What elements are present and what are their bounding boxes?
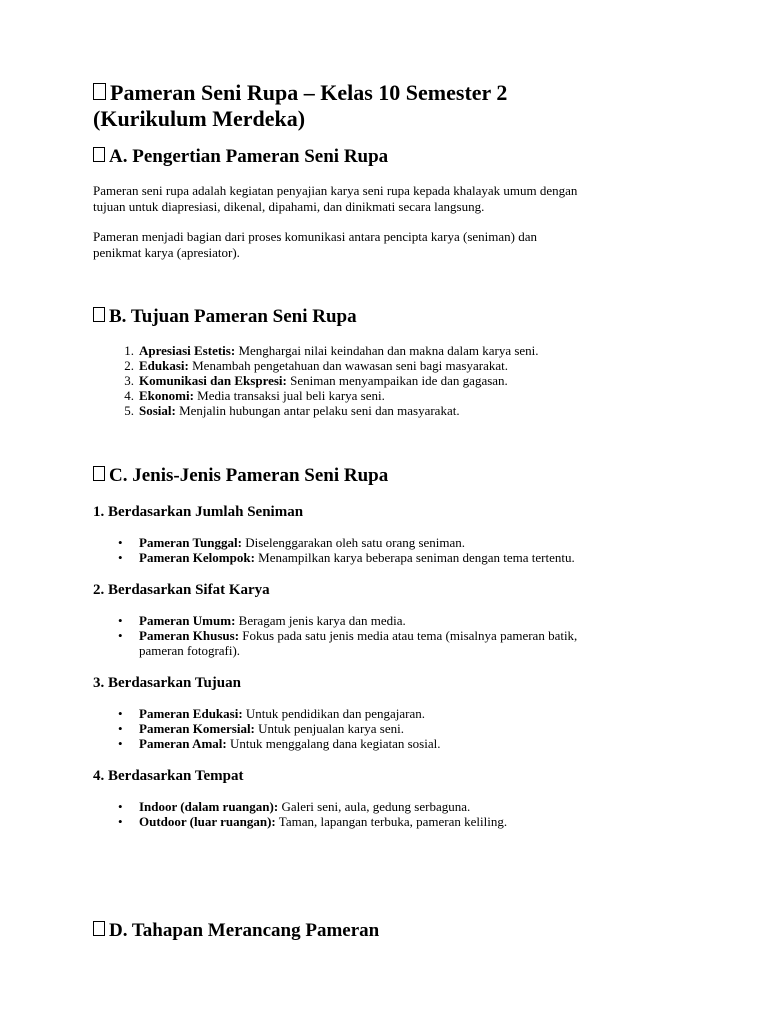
- list-item: • Pameran Komersial: Untuk penjualan karya seni.: [118, 721, 404, 736]
- section-d-heading: D. Tahapan Merancang Pameran: [93, 920, 379, 942]
- list-item: 3. Komunikasi dan Ekspresi: Seniman menyampaikan ide dan gagasan.: [124, 373, 508, 388]
- list-item-continuation: pameran fotografi).: [139, 643, 241, 658]
- section-a-paragraph-2-line-2: penikmat karya (apresiator).: [93, 245, 240, 260]
- list-item: • Pameran Khusus: Fokus pada satu jenis media atau tema (misalnya pameran batik,: [118, 628, 578, 643]
- section-c-heading: C. Jenis-Jenis Pameran Seni Rupa: [93, 465, 388, 487]
- tofu-box-icon: [93, 83, 106, 100]
- list-item: • Indoor (dalam ruangan): Galeri seni, aula, gedung serbaguna.: [118, 799, 471, 814]
- tofu-box-icon: [93, 147, 105, 162]
- list-item: • Pameran Umum: Beragam jenis karya dan media.: [118, 613, 406, 628]
- document-title-line2: (Kurikulum Merdeka): [93, 106, 306, 131]
- section-c-subheading-1: 1. Berdasarkan Jumlah Seniman: [93, 504, 304, 520]
- list-item: • Pameran Edukasi: Untuk pendidikan dan pengajaran.: [118, 706, 425, 721]
- tofu-box-icon: [93, 466, 105, 481]
- section-a-paragraph-1-line-1: Pameran seni rupa adalah kegiatan penyajian karya seni rupa kepada khalayak umum dengan: [93, 183, 578, 198]
- list-item: 5. Sosial: Menjalin hubungan antar pelaku seni dan masyarakat.: [124, 403, 460, 418]
- section-c-subheading-2: 2. Berdasarkan Sifat Karya: [93, 582, 270, 598]
- document-title-line1: Pameran Seni Rupa – Kelas 10 Semester 2: [93, 80, 507, 106]
- section-a-paragraph-2-line-1: Pameran menjadi bagian dari proses komunikasi antara pencipta karya (seniman) dan: [93, 229, 538, 244]
- list-item: • Pameran Kelompok: Menampilkan karya beberapa seniman dengan tema tertentu.: [118, 550, 575, 565]
- list-item: 2. Edukasi: Menambah pengetahuan dan wawasan seni bagi masyarakat.: [124, 358, 508, 373]
- section-c-subheading-3: 3. Berdasarkan Tujuan: [93, 675, 241, 691]
- tofu-box-icon: [93, 921, 105, 936]
- list-item: • Pameran Amal: Untuk menggalang dana kegiatan sosial.: [118, 736, 441, 751]
- list-item: 4. Ekonomi: Media transaksi jual beli karya seni.: [124, 388, 385, 403]
- tofu-box-icon: [93, 307, 105, 322]
- list-item: • Pameran Tunggal: Diselenggarakan oleh satu orang seniman.: [118, 535, 466, 550]
- list-item: 1. Apresiasi Estetis: Menghargai nilai keindahan dan makna dalam karya seni.: [124, 343, 539, 358]
- section-c-subheading-4: 4. Berdasarkan Tempat: [93, 768, 244, 784]
- section-a-heading: A. Pengertian Pameran Seni Rupa: [93, 146, 388, 168]
- list-item: • Outdoor (luar ruangan): Taman, lapangan terbuka, pameran keliling.: [118, 814, 508, 829]
- section-b-heading: B. Tujuan Pameran Seni Rupa: [93, 306, 357, 328]
- section-a-paragraph-1-line-2: tujuan untuk diapresiasi, dikenal, dipahami, dan dinikmati secara langsung.: [93, 199, 485, 214]
